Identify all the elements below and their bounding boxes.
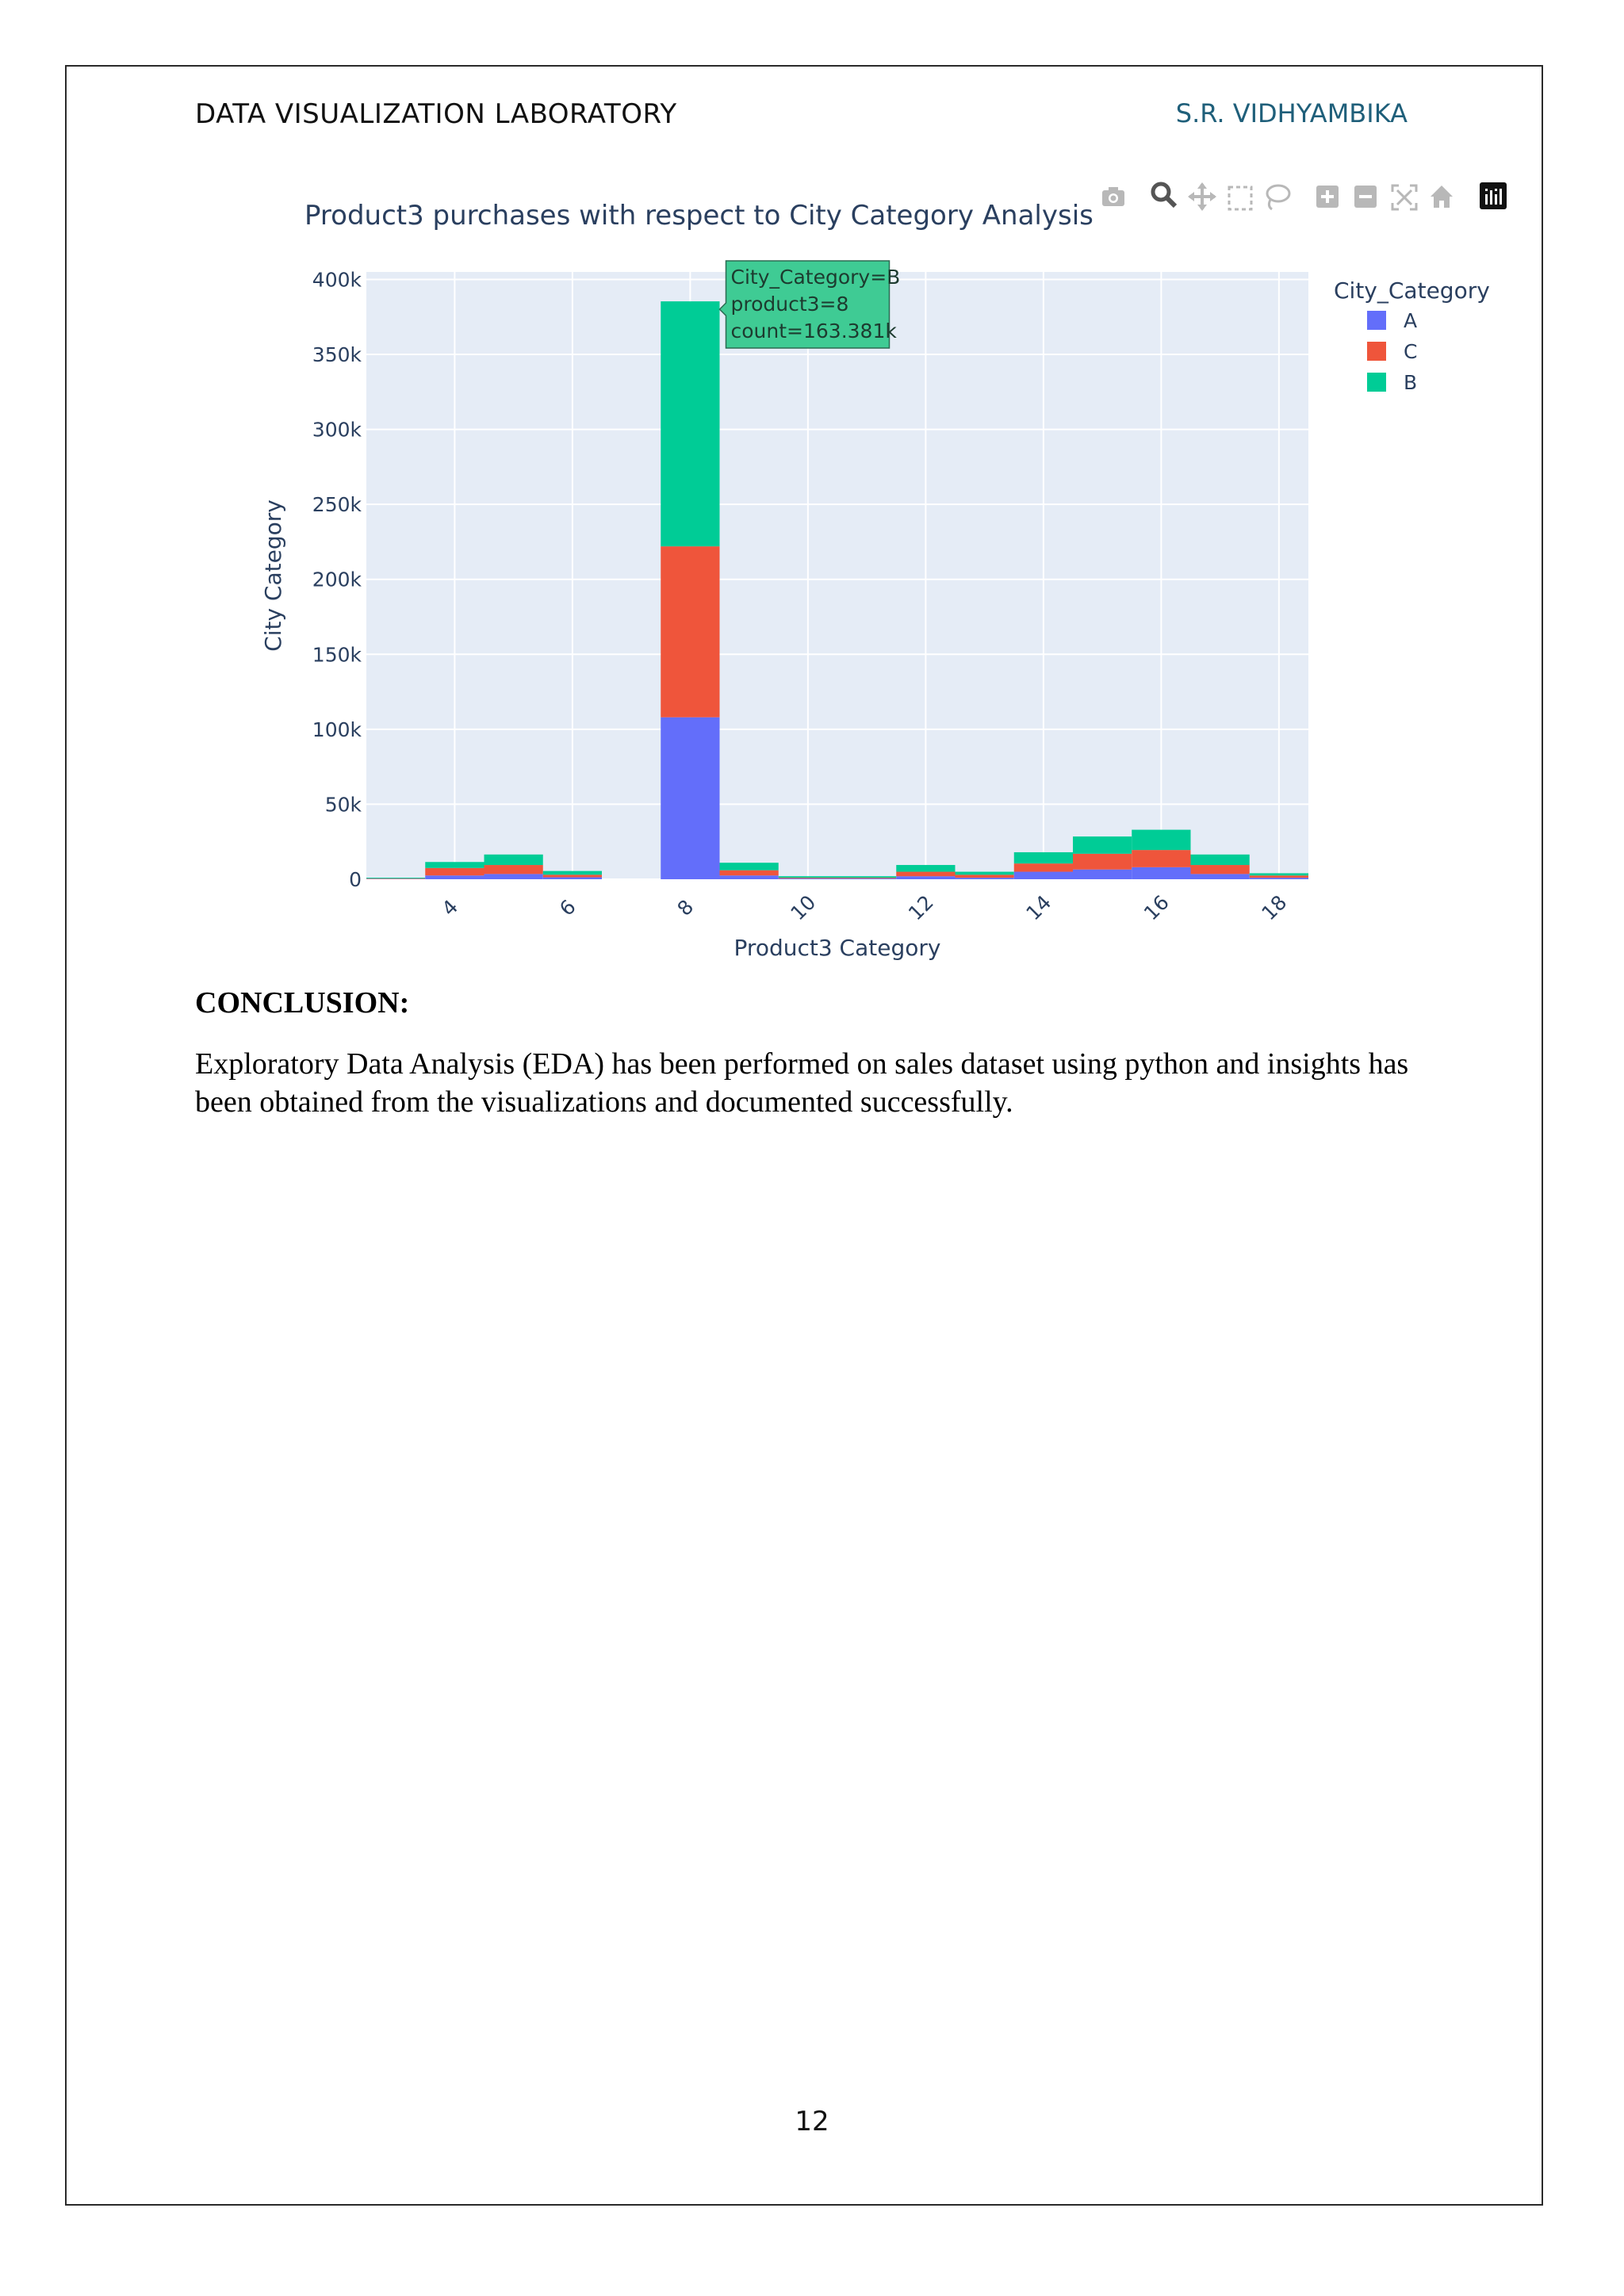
bar-segment-a[interactable]: [1014, 872, 1073, 879]
bar-segment-a[interactable]: [1191, 874, 1250, 879]
plot-area: [366, 272, 1308, 879]
legend-label[interactable]: A: [1404, 309, 1418, 332]
legend-swatch-c[interactable]: [1367, 342, 1386, 361]
bar-segment-b[interactable]: [1132, 830, 1190, 851]
bar-segment-a[interactable]: [1132, 867, 1190, 879]
tooltip-line: City_Category=B: [730, 266, 901, 289]
bar-segment-b[interactable]: [661, 301, 719, 546]
x-tick-label: 14: [1021, 890, 1056, 925]
x-tick-label: 6: [554, 895, 580, 920]
page-number: 12: [795, 2106, 829, 2137]
bar-segment-c[interactable]: [366, 878, 425, 879]
bar-segment-c[interactable]: [1014, 863, 1073, 871]
y-tick-label: 50k: [324, 793, 362, 817]
bar-segment-b[interactable]: [1250, 873, 1308, 875]
bar-segment-a[interactable]: [779, 878, 837, 879]
bar-segment-b[interactable]: [956, 872, 1014, 875]
bar-segment-b[interactable]: [896, 865, 955, 872]
bar-segment-b[interactable]: [1014, 852, 1073, 863]
legend-label[interactable]: C: [1404, 340, 1418, 363]
legend: [1334, 277, 1490, 394]
bar-segment-b[interactable]: [1191, 855, 1250, 865]
bar-segment-b[interactable]: [425, 862, 484, 868]
bar-segment-c[interactable]: [485, 865, 543, 874]
zoom-in-icon[interactable]: [1316, 186, 1339, 208]
bar-segment-c[interactable]: [1132, 850, 1190, 867]
bar-segment-b[interactable]: [837, 876, 896, 878]
y-tick-label: 250k: [312, 493, 362, 517]
conclusion-heading: CONCLUSION:: [195, 986, 410, 1020]
bar-segment-c[interactable]: [1073, 854, 1132, 870]
tooltip-line: product3=8: [730, 293, 849, 316]
bar-segment-c[interactable]: [425, 868, 484, 875]
bar-segment-b[interactable]: [779, 876, 837, 878]
bar-segment-c[interactable]: [956, 874, 1014, 878]
lasso-select-icon[interactable]: [1267, 186, 1289, 209]
bar-segment-a[interactable]: [1073, 870, 1132, 879]
tooltip-line: count=163.381k: [730, 320, 897, 342]
bar-segment-a[interactable]: [425, 875, 484, 879]
bar-segment-b[interactable]: [485, 855, 543, 865]
bar-segment-b[interactable]: [543, 871, 602, 875]
bar-segment-a[interactable]: [485, 874, 543, 879]
x-tick-label: 4: [437, 895, 463, 920]
bar-segment-a[interactable]: [543, 878, 602, 879]
header-author: S.R. VIDHYAMBIKA: [1175, 98, 1408, 128]
conclusion-text: Exploratory Data Analysis (EDA) has been performed on sales dataset using python and insights has been obtained from the visualizations and documented successfully.: [195, 1047, 1409, 1119]
chart-title: Product3 purchases with respect to City Category Analysis: [304, 200, 1094, 232]
y-tick-label: 0: [349, 868, 362, 891]
bar-segment-a[interactable]: [1250, 878, 1308, 879]
x-tick-label: 12: [903, 890, 938, 925]
box-select-icon[interactable]: [1229, 187, 1251, 209]
y-tick-label: 150k: [312, 643, 362, 667]
y-tick-label: 400k: [312, 268, 362, 292]
reset-axes-icon[interactable]: [1431, 186, 1453, 208]
bar-segment-c[interactable]: [661, 546, 719, 718]
bar-chart: [0, 0, 1624, 983]
y-axis-label: City Category: [260, 499, 286, 652]
y-tick-label: 300k: [312, 418, 362, 442]
x-tick-labels: [437, 890, 1291, 924]
plotly-logo-icon[interactable]: [1480, 182, 1507, 209]
modebar: [1102, 182, 1507, 211]
bar-segment-a[interactable]: [837, 878, 896, 879]
bar-segment-a[interactable]: [956, 878, 1014, 879]
hover-tooltip: [720, 261, 901, 348]
x-tick-label: 18: [1257, 890, 1292, 925]
legend-label[interactable]: B: [1404, 371, 1418, 394]
bar-segment-c[interactable]: [720, 871, 779, 876]
y-tick-label: 350k: [312, 343, 362, 367]
bar-segment-a[interactable]: [896, 876, 955, 879]
y-tick-labels: [312, 268, 362, 891]
camera-icon[interactable]: [1102, 187, 1124, 206]
header-title: DATA VISUALIZATION LABORATORY: [195, 98, 677, 130]
y-tick-label: 200k: [312, 568, 362, 591]
zoom-icon[interactable]: [1153, 184, 1175, 206]
bar-segment-c[interactable]: [896, 872, 955, 877]
y-tick-label: 100k: [312, 718, 362, 741]
bar-segment-c[interactable]: [1250, 875, 1308, 878]
x-tick-label: 8: [672, 895, 699, 920]
autoscale-icon[interactable]: [1392, 186, 1416, 209]
legend-swatch-b[interactable]: [1367, 373, 1386, 392]
pan-icon[interactable]: [1188, 182, 1216, 211]
bar-segment-c[interactable]: [543, 874, 602, 877]
bar-segment-a[interactable]: [661, 718, 719, 879]
bar-segment-b[interactable]: [1073, 836, 1132, 854]
bar-segment-a[interactable]: [720, 875, 779, 879]
x-axis-label: Product3 Category: [733, 935, 941, 961]
x-tick-label: 10: [786, 890, 821, 925]
legend-swatch-a[interactable]: [1367, 311, 1386, 330]
bar-segment-c[interactable]: [1191, 865, 1250, 874]
bar-segment-b[interactable]: [720, 863, 779, 870]
zoom-out-icon[interactable]: [1354, 186, 1377, 208]
x-tick-label: 16: [1139, 890, 1174, 925]
legend-title: City_Category: [1334, 277, 1490, 304]
